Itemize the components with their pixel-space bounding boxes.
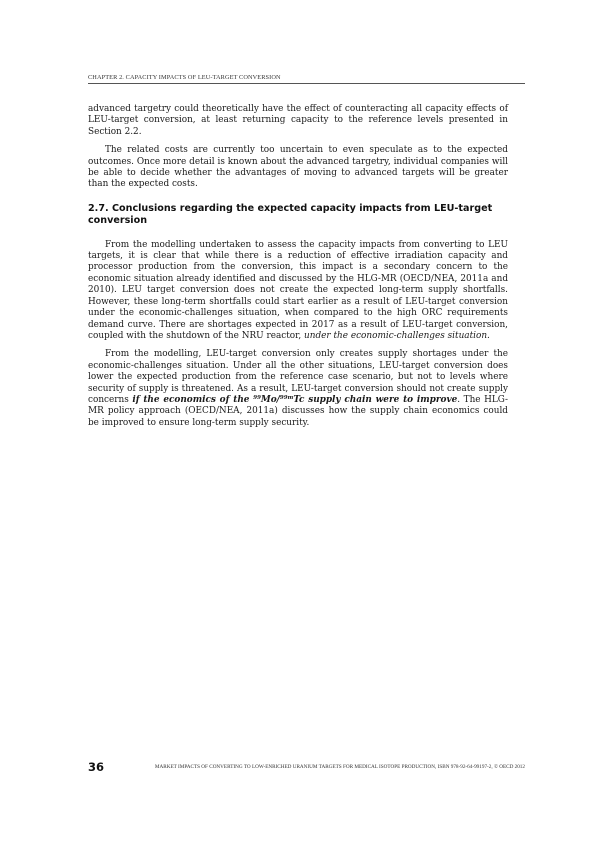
emphasis-part-b: Mo/: [260, 394, 280, 405]
paragraph-2: The related costs are currently too uncertain to even speculate as to the expected outcomes. Once more detail is known about the advanced targetry, individual companies will be able to decide whether the advantages of moving to advanced targets will be greater than the expected costs.: [88, 145, 508, 190]
paragraph-4-emphasis: [132, 395, 457, 405]
running-head: CHAPTER 2. CAPACITY IMPACTS OF LEU-TARGET CONVERSION: [88, 74, 281, 81]
header-divider: [88, 83, 525, 84]
section-heading: 2.7. Conclusions regarding the expected capacity impacts from LEU-target conversion: [88, 202, 493, 227]
paragraph-4-tail: . The HLG-MR policy approach (OECD/NEA, 2011a) discusses how the supply chain economics could be improved to ensure long-term supply security.: [88, 394, 508, 428]
page-body: [88, 104, 508, 436]
paragraph-4: [88, 349, 508, 429]
footer-citation: MARKET IMPACTS OF CONVERTING TO LOW-ENRICHED URANIUM TARGETS FOR MEDICAL ISOTOPE PRODUCTION, ISBN 978-92-64-99197-2, © OECD 2012: [154, 764, 525, 770]
emphasis-part-c: Tc supply chain were to improve: [293, 394, 458, 405]
paragraph-4-text: From the modelling, LEU-target conversion only creates supply shortages under the economic-challenges situation. Under all the other situations, LEU-target conversion does lower the expected production from the reference case scenario, but not to levels where security of supply is threatened. As a result, LEU-target conversion should not create supply concerns: [88, 349, 508, 405]
superscript-99m: 99m: [279, 394, 294, 401]
paragraph-3-text: From the modelling undertaken to assess the capacity impacts from converting to LEU targets, it is clear that while there is a reduction of effective irradiation capacity and processor production from the conversion, this impact is a secondary concern to the economic situation already identified and discussed by the HLG-MR (OECD/NEA, 2011a and 2010). LEU target conversion does not create the expected long-term supply shortfalls. However, these long-term shortfalls could start earlier as a result of LEU-target conversion under the economic-challenges situation, when compared to the high ORC requirements demand curve. There are shortages expected in 2017 as a result of LEU-target conversion, coupled with the shutdown of the NRU reactor,: [88, 239, 508, 341]
paragraph-3-italic: under the economic-challenges situation.: [304, 330, 490, 341]
paragraph-3: [88, 240, 508, 343]
emphasis-part-a: if the economics of the: [132, 394, 254, 405]
page-number: 36: [88, 760, 105, 774]
paragraph-1: advanced targetry could theoretically have the effect of counteracting all capacity effects of LEU-target conversion, at least returning capacity to the reference levels presented in Section 2.2.: [88, 104, 508, 137]
superscript-99: 99: [253, 394, 261, 401]
